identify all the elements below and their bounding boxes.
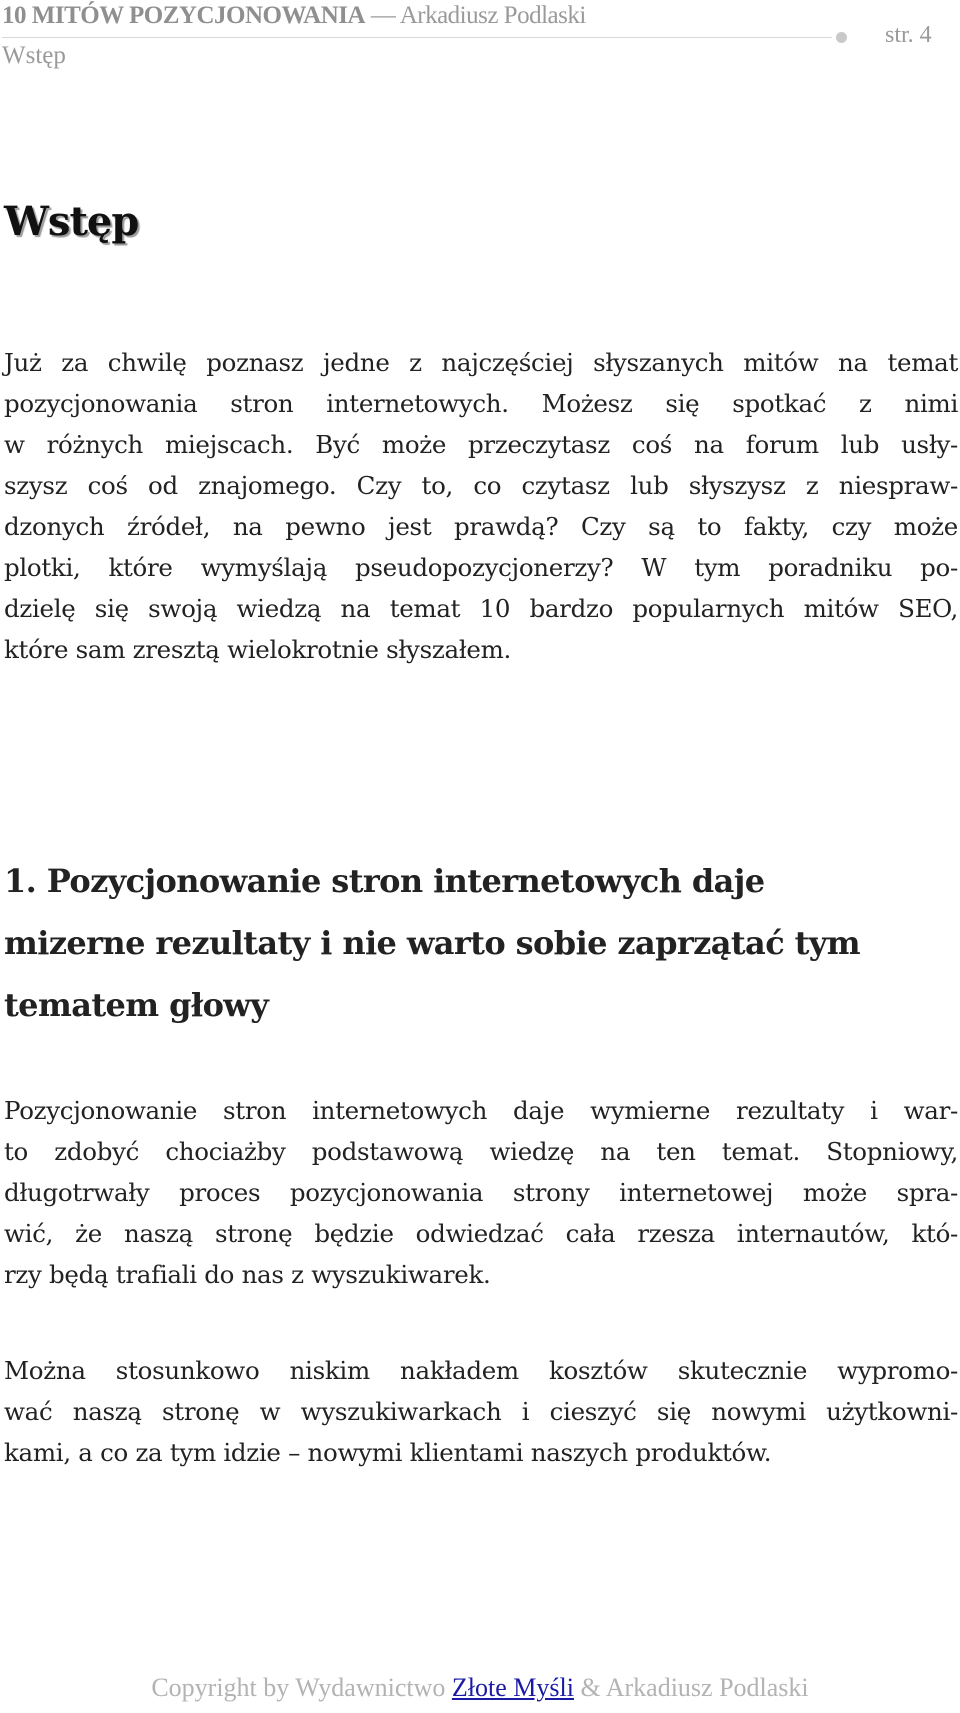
text-line: plotki, które wymyślają pseudopozycjonerzy? W tym poradniku po- xyxy=(4,553,958,582)
text-line: w różnych miejscach. Być może przeczytasz coś na forum lub usły- xyxy=(4,430,958,459)
section-paragraph-2 xyxy=(4,1350,958,1473)
text-line: pozycjonowania stron internetowych. Możesz się spotkać z nimi xyxy=(4,389,958,418)
text-line: to zdobyć chociażby podstawową wiedzę na ten temat. Stopniowy, xyxy=(4,1137,958,1166)
heading-line: mizerne rezultaty i nie warto sobie zaprzątać tym xyxy=(4,924,861,962)
footer-author: & Arkadiusz Podlaski xyxy=(580,1673,809,1702)
header-dash: — xyxy=(370,2,396,29)
heading-line: tematem głowy xyxy=(4,986,269,1024)
page-number: str. 4 xyxy=(885,22,932,48)
section-heading xyxy=(4,850,860,1036)
running-header xyxy=(2,2,586,30)
bullet-dot-icon xyxy=(836,32,847,43)
text-line: rzy będą trafiali do nas z wyszukiwarek. xyxy=(4,1260,491,1289)
header-rule xyxy=(2,37,832,38)
text-line: wać naszą stronę w wyszukiwarkach i cieszyć się nowymi użytkowni- xyxy=(4,1397,958,1426)
header-section-name: Wstęp xyxy=(2,42,66,69)
text-line: Pozycjonowanie stron internetowych daje wymierne rezultaty i war- xyxy=(4,1096,958,1125)
text-line: Można stosunkowo niskim nakładem kosztów skutecznie wypromo- xyxy=(4,1356,958,1385)
text-line: które sam zresztą wielokrotnie słyszałem. xyxy=(4,635,512,664)
text-line: dzonych źródeł, na pewno jest prawdą? Czy są to fakty, czy może xyxy=(4,512,958,541)
footer xyxy=(0,1673,960,1703)
intro-paragraph xyxy=(4,342,958,670)
text-line: Już za chwilę poznasz jedne z najczęściej słyszanych mitów na temat xyxy=(4,348,958,377)
book-title: 10 MITÓW POZYCJONOWANIA xyxy=(2,2,366,29)
footer-copyright: Copyright by Wydawnictwo xyxy=(151,1673,446,1702)
text-line: szysz coś od znajomego. Czy to, co czytasz lub słyszysz z niespraw- xyxy=(4,471,958,500)
section-paragraph-1 xyxy=(4,1090,958,1295)
publisher-link[interactable]: Złote Myśli xyxy=(451,1673,574,1702)
heading-line: 1. Pozycjonowanie stron internetowych daje xyxy=(4,862,765,900)
text-line: dzielę się swoją wiedzą na temat 10 bardzo popularnych mitów SEO, xyxy=(4,594,958,623)
text-line: wić, że naszą stronę będzie odwiedzać cała rzesza internautów, któ- xyxy=(4,1219,958,1248)
text-line: długotrwały proces pozycjonowania strony internetowej może spra- xyxy=(4,1178,958,1207)
text-line: kami, a co za tym idzie – nowymi klientami naszych produktów. xyxy=(4,1438,772,1467)
page-title: Wstęp xyxy=(4,198,139,245)
header-author: Arkadiusz Podlaski xyxy=(399,2,586,29)
